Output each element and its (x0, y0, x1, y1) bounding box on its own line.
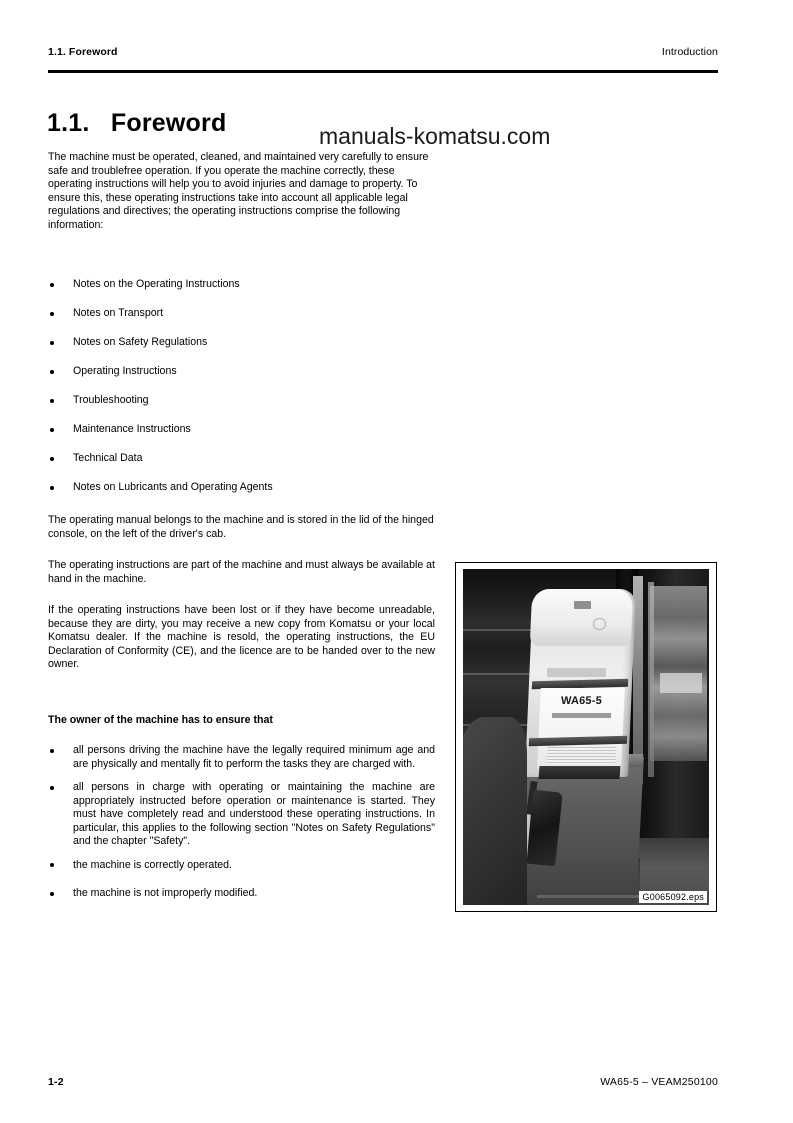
list-item-label: Notes on Safety Regulations (73, 336, 208, 348)
bullet-dot-icon (50, 486, 54, 490)
storage-paragraph-block (48, 514, 435, 541)
list-item (48, 481, 435, 495)
storage-paragraph: The operating manual belongs to the machine and is stored in the lid of the hinged console, on the left of the driver's cab. (48, 514, 434, 540)
photo-floor-highlight (537, 895, 640, 898)
list-item-label: Operating Instructions (73, 365, 177, 377)
bullet-dot-icon (50, 786, 54, 790)
photo-window-glare (648, 582, 654, 777)
list-item-label: Technical Data (73, 452, 143, 464)
bullet-dot-icon (50, 863, 54, 867)
photo-box-label (660, 673, 702, 693)
page-footer (48, 1076, 718, 1088)
photo-manual-text-lines (546, 747, 616, 764)
bullet-dot-icon (50, 312, 54, 316)
list-item-label: Maintenance Instructions (73, 423, 191, 435)
list-item-label: Troubleshooting (73, 394, 149, 406)
list-item (48, 278, 435, 292)
availability-paragraph-block (48, 559, 435, 586)
list-item-label: the machine is correctly operated. (73, 858, 232, 871)
owner-subheading: The owner of the machine has to ensure that (48, 714, 273, 726)
list-item-label: all persons driving the machine have the legally required minimum age and are physically and mentally fit to perform the tasks they are charged with. (73, 744, 435, 770)
figure-caption: G0065092.eps (639, 891, 707, 903)
list-item-label: the machine is not improperly modified. (73, 887, 258, 899)
list-item (48, 744, 435, 771)
list-item-label: Notes on the Operating Instructions (73, 278, 240, 290)
bullet-dot-icon (50, 457, 54, 461)
contents-bullet-list (48, 278, 435, 495)
intro-paragraph: The machine must be operated, cleaned, and maintained very carefully to ensure safe and troublefree operation. If you operate the machine correctly, these operating instructions will help you to avoid injuries and damage to property. To ensure this, these operating instructions take into account all applicable legal regulations and directives; the operating instructions comprise the following information: (48, 151, 429, 231)
list-item-label: all persons in charge with operating or maintaining the machine are appropriately instructed before operation or maintenance is started. They must have completely read and understood these operating instructions. In particular, this applies to the following section "Notes on Safety Regulations" and the chapter "Safety". (73, 781, 435, 847)
photo-console-tray (539, 766, 621, 779)
photo-manual-subtitle-bar (551, 713, 610, 718)
list-item (48, 423, 435, 437)
bullet-dot-icon (50, 892, 54, 896)
list-item (48, 859, 435, 873)
page-number: 1-2 (48, 1076, 64, 1088)
bullet-dot-icon (50, 428, 54, 432)
availability-paragraph: The operating instructions are part of the machine and must always be available at hand in the machine. (48, 559, 435, 585)
list-item (48, 336, 435, 350)
header-section-title: 1.1. Foreword (48, 46, 118, 58)
bullet-dot-icon (50, 399, 54, 403)
owner-subheading-block (48, 714, 435, 728)
list-item (48, 394, 435, 408)
page-title: 1.1. Foreword (47, 108, 227, 137)
photo-lid-hood (529, 589, 632, 646)
photo-small-label (547, 668, 606, 677)
photo-operator-seat (463, 717, 527, 905)
list-item-label: Notes on Lubricants and Operating Agents (73, 481, 273, 493)
bullet-dot-icon (50, 749, 54, 753)
list-item (48, 365, 435, 379)
list-item-label: Notes on Transport (73, 307, 164, 319)
photo-lid-latch (574, 601, 591, 609)
bullet-dot-icon (50, 283, 54, 287)
console-photo (463, 569, 709, 905)
list-item (48, 781, 435, 849)
lost-instructions-paragraph: If the operating instructions have been lost or if they have become unreadable, because they are dirty, you may receive a new copy from Komatsu or your local Komatsu dealer. If the machine is resold, the operating instructions, the EU Declaration of Conformity (CE), and the licence are to be handed over to the new owner. (48, 604, 435, 670)
list-item (48, 452, 435, 466)
watermark-text: manuals-komatsu.com (319, 123, 551, 149)
lost-instructions-paragraph-block (48, 604, 435, 672)
figure-frame (455, 562, 717, 912)
list-item (48, 887, 435, 901)
intro-paragraph-block (48, 151, 435, 232)
header-chapter-title: Introduction (661, 46, 718, 58)
header-rule (48, 70, 718, 73)
document-id: WA65-5 – VEAM250100 (600, 1076, 718, 1088)
bullet-dot-icon (50, 370, 54, 374)
page-header (48, 46, 718, 58)
photo-manual-model-label: WA65-5 (560, 695, 602, 707)
owner-bullet-list (48, 744, 435, 901)
list-item (48, 307, 435, 321)
bullet-dot-icon (50, 341, 54, 345)
